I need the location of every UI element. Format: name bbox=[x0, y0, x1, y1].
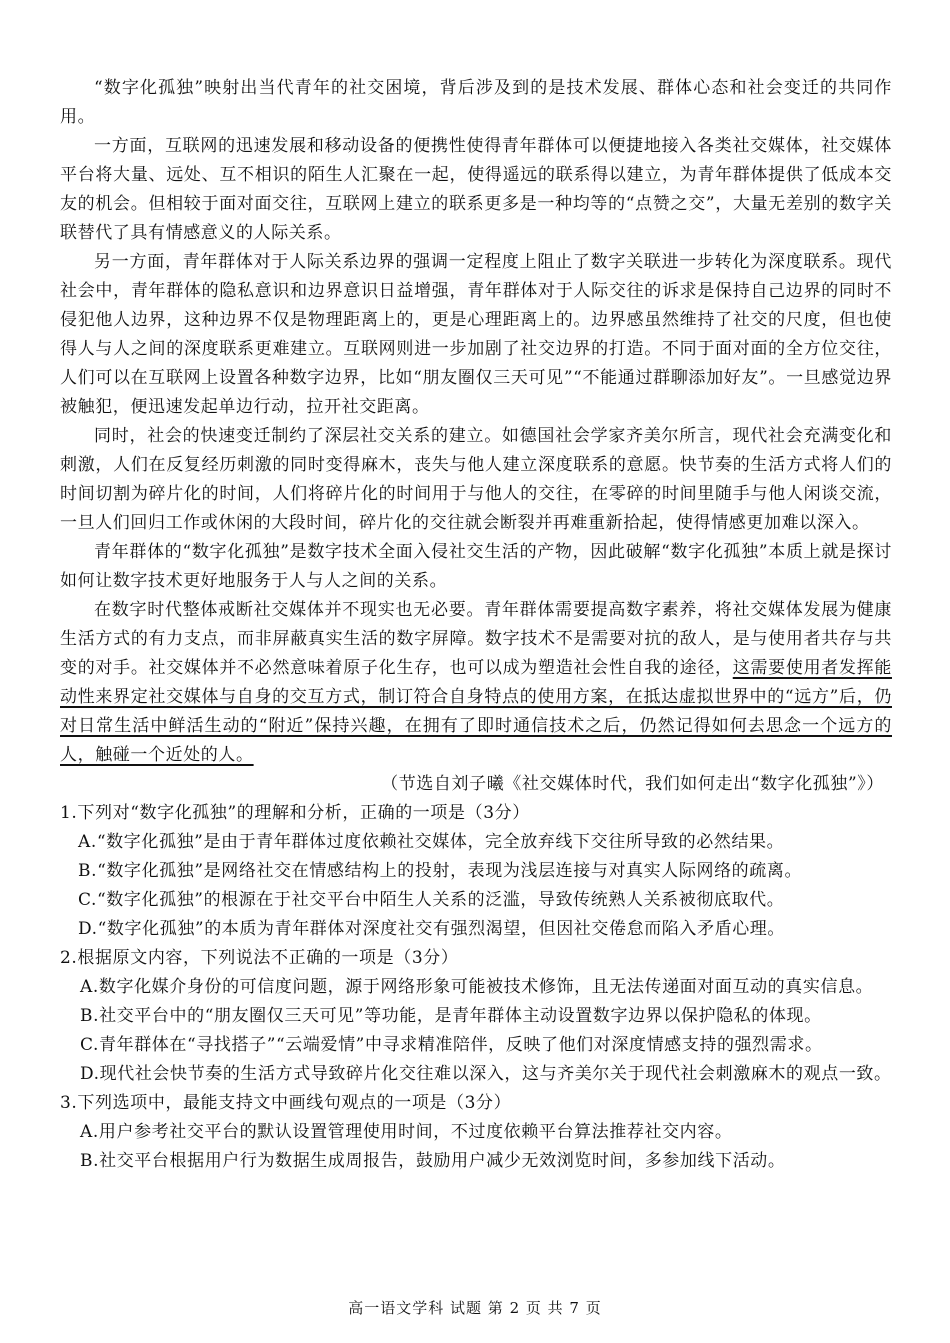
passage-paragraph-3: 另一方面，青年群体对于人际关系边界的强调一定程度上阻止了数字关联进一步转化为深度联系。现代社会中，青年群体的隐私意识和边界意识日益增强，青年群体对于人际交往的诉求是保持自己边界的同时不侵犯他人边界，这种边界不仅是物理距离上的，更是心理距离上的。边界感虽然维持了社交的尺度，但也使得人与人之间的深度联系更难建立。互联网则进一步加剧了社交边界的打造。不同于面对面的全方位交往，人们可以在互联网上设置各种数字边界，比如“朋友圈仅三天可见”“不能通过群聊添加好友”。一旦感觉边界被触犯，便迅速发起单边行动，拉开社交距离。 bbox=[60, 252, 892, 417]
question-2-option-a: A.数字化媒介身份的可信度问题，源于网络形象可能被技术修饰，且无法传递面对面互动的真实信息。 bbox=[80, 977, 874, 997]
question-2-option-c: C.青年群体在“寻找搭子”“云端爱情”中寻求精准陪伴，反映了他们对深度情感支持的强烈需求。 bbox=[80, 1035, 823, 1055]
passage-paragraph-6 bbox=[60, 596, 892, 770]
question-1-stem: 1.下列对“数字化孤独”的理解和分析，正确的一项是（3分） bbox=[60, 803, 530, 823]
question-1 bbox=[60, 799, 892, 944]
question-1-option-c: C.“数字化孤独”的根源在于社交平台中陌生人关系的泛滥，导致传统熟人关系被彻底取代。 bbox=[78, 890, 785, 910]
passage-paragraph-2: 一方面，互联网的迅速发展和移动设备的便携性使得青年群体可以便捷地接入各类社交媒体，社交媒体平台将大量、远处、互不相识的陌生人汇聚在一起，使得遥远的联系得以建立，为青年群体提供了低成本交友的机会。但相较于面对面交往，互联网上建立的联系更多是一种均等的“点赞之交”，大量无差别的数字关联替代了具有情感意义的人际关系。 bbox=[60, 136, 892, 243]
question-3-option-b: B.社交平台根据用户行为数据生成周报告，鼓励用户减少无效浏览时间，多参加线下活动。 bbox=[80, 1151, 786, 1171]
page-footer: 高一语文学科 试题 第 2 页 共 7 页 bbox=[348, 1299, 602, 1317]
question-3-stem: 3.下列选项中，最能支持文中画线句观点的一项是（3分） bbox=[60, 1093, 512, 1113]
question-2-option-d: D.现代社会快节奏的生活方式导致碎片化交往难以深入，这与齐美尔关于现代社会刺激麻木的观点一致。 bbox=[80, 1064, 892, 1084]
question-2-option-b: B.社交平台中的“朋友圈仅三天可见”等功能，是青年群体主动设置数字边界以保护隐私的体现。 bbox=[80, 1006, 822, 1026]
passage-source: （节选自刘子曦《社交媒体时代，我们如何走出“数字化孤独”》） bbox=[381, 774, 884, 794]
exam-page bbox=[60, 74, 892, 1176]
question-2-stem: 2.根据原文内容，下列说法不正确的一项是（3分） bbox=[60, 948, 459, 968]
question-1-option-d: D.“数字化孤独”的本质为青年群体对深度社交有强烈渴望，但因社交倦怠而陷入矛盾心理。 bbox=[78, 919, 786, 939]
paragraph-6-plain-text: 在数字时代整体戒断社交媒体并不现实也无必要。青年群体需要提高数字素养，将社交媒体发展为健康生活方式的有力支点，而非屏蔽真实生活的数字屏障。数字技术不是需要对抗的敌人，是与使用者共存与共变的对手。社交媒体并不必然意味着原子化生存，也可以成为塑造社会性自我的途径， bbox=[60, 600, 892, 678]
passage-paragraph-4: 同时，社会的快速变迁制约了深层社交关系的建立。如德国社会学家齐美尔所言，现代社会充满变化和刺激，人们在反复经历刺激的同时变得麻木，丧失与他人建立深度联系的意愿。快节奏的生活方式将人们的时间切割为碎片化的时间，人们将碎片化的时间用于与他人的交往，在零碎的时间里随手与他人闲谈交流，一旦人们回归工作或休闲的大段时间，碎片化的交往就会断裂并再难重新拾起，使得情感更加难以深入。 bbox=[60, 426, 892, 533]
question-3-option-a: A.用户参考社交平台的默认设置管理使用时间，不过度依赖平台算法推荐社交内容。 bbox=[80, 1122, 733, 1142]
passage-paragraph-5: 青年群体的“数字化孤独”是数字技术全面入侵社交生活的产物，因此破解“数字化孤独”本质上就是探讨如何让数字技术更好地服务于人与人之间的关系。 bbox=[60, 542, 892, 591]
passage-paragraph-1: “数字化孤独”映射出当代青年的社交困境，背后涉及到的是技术发展、群体心态和社会变迁的共同作用。 bbox=[60, 78, 892, 127]
question-2 bbox=[60, 944, 892, 1089]
question-3 bbox=[60, 1089, 892, 1176]
question-1-option-a: A.“数字化孤独”是由于青年群体过度依赖社交媒体，完全放弃线下交往所导致的必然结果。 bbox=[78, 832, 785, 852]
question-1-option-b: B.“数字化孤独”是网络社交在情感结构上的投射，表现为浅层连接与对真实人际网络的疏离。 bbox=[78, 861, 803, 881]
underlined-sentence: 这需要使用者发挥能动性来界定社交媒体与自身的交互方式，制订符合自身特点的使用方案，在抵达虚拟世界中的“远方”后，仍对日常生活中鲜活生动的“附近”保持兴趣，在拥有了即时通信技术之后，仍然记得如何去思念一个远方的人，触碰一个近处的人。 bbox=[60, 658, 892, 765]
